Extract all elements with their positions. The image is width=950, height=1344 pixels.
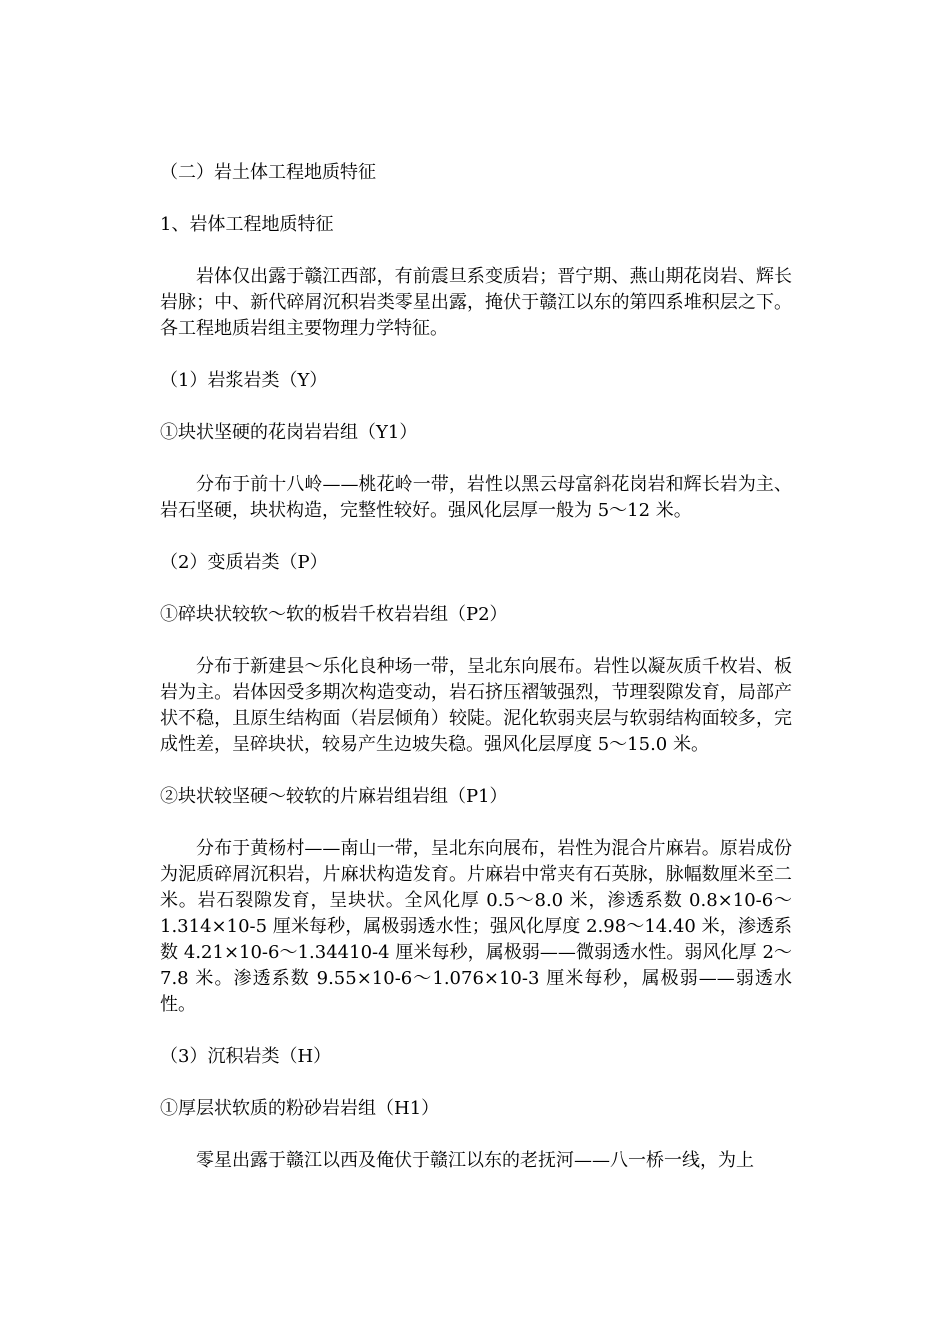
- group-2-item-2-title: ②块状较坚硬～较软的片麻岩组岩组（P1）: [160, 786, 508, 807]
- intro-paragraph: 岩体仅出露于赣江西部，有前震旦系变质岩；晋宁期、燕山期花岗岩、辉长岩脉；中、新代碎屑沉积岩类零星出露，掩伏于赣江以东的第四系堆积层之下。各工程地质岩组主要物理力学特征。: [160, 266, 792, 339]
- group-2-title: （2）变质岩类（P）: [160, 552, 328, 573]
- document-body: [160, 160, 792, 1174]
- section-heading: （二）岩土体工程地质特征: [160, 162, 376, 183]
- group-1-item-1-title: ①块状坚硬的花岗岩岩组（Y1）: [160, 422, 418, 443]
- group-1-title: （1）岩浆岩类（Y）: [160, 370, 328, 391]
- group-3-item-1-title: ①厚层状软质的粉砂岩岩组（H1）: [160, 1098, 440, 1119]
- group-2-item-1-title: ①碎块状较软～软的板岩千枚岩岩组（P2）: [160, 604, 508, 625]
- group-3-title: （3）沉积岩类（H）: [160, 1046, 332, 1067]
- group-2-item-2-text: 分布于黄杨村——南山一带，呈北东向展布，岩性为混合片麻岩。原岩成份为泥质碎屑沉积岩，片麻状构造发育。片麻岩中常夹有石英脉，脉幅数厘米至二米。岩石裂隙发育，呈块状。全风化厚 0.5～8.0 米，渗透系数 0.8×10-6～1.314×10-5 厘米每秒，属极弱透水性；强风化厚度 2.98～14.40 米，渗透系数 4.21×10-6～1.34410-4 厘米每秒，属极弱——微弱透水性。弱风化厚 2～7.8 米。渗透系数 9.55×10-6～1.076×10-3 厘米每秒，属极弱——弱透水性。: [160, 838, 792, 1015]
- group-2-item-1-text: 分布于新建县～乐化良种场一带，呈北东向展布。岩性以凝灰质千枚岩、板岩为主。岩体因受多期次构造变动，岩石挤压褶皱强烈，节理裂隙发育，局部产状不稳，且原生结构面（岩层倾角）较陡。泥化软弱夹层与软弱结构面较多，完成性差，呈碎块状，较易产生边坡失稳。强风化层厚度 5～15.0 米。: [160, 656, 792, 755]
- group-1-item-1-text: 分布于前十八岭——桃花岭一带，岩性以黑云母富斜花岗岩和辉长岩为主、岩石坚硬，块状构造，完整性较好。强风化层厚一般为 5～12 米。: [160, 474, 792, 521]
- sub-heading-rock-mass: 1、岩体工程地质特征: [160, 214, 334, 235]
- group-3-item-1-text: 零星出露于赣江以西及俺伏于赣江以东的老抚河——八一桥一线，为上: [196, 1150, 754, 1171]
